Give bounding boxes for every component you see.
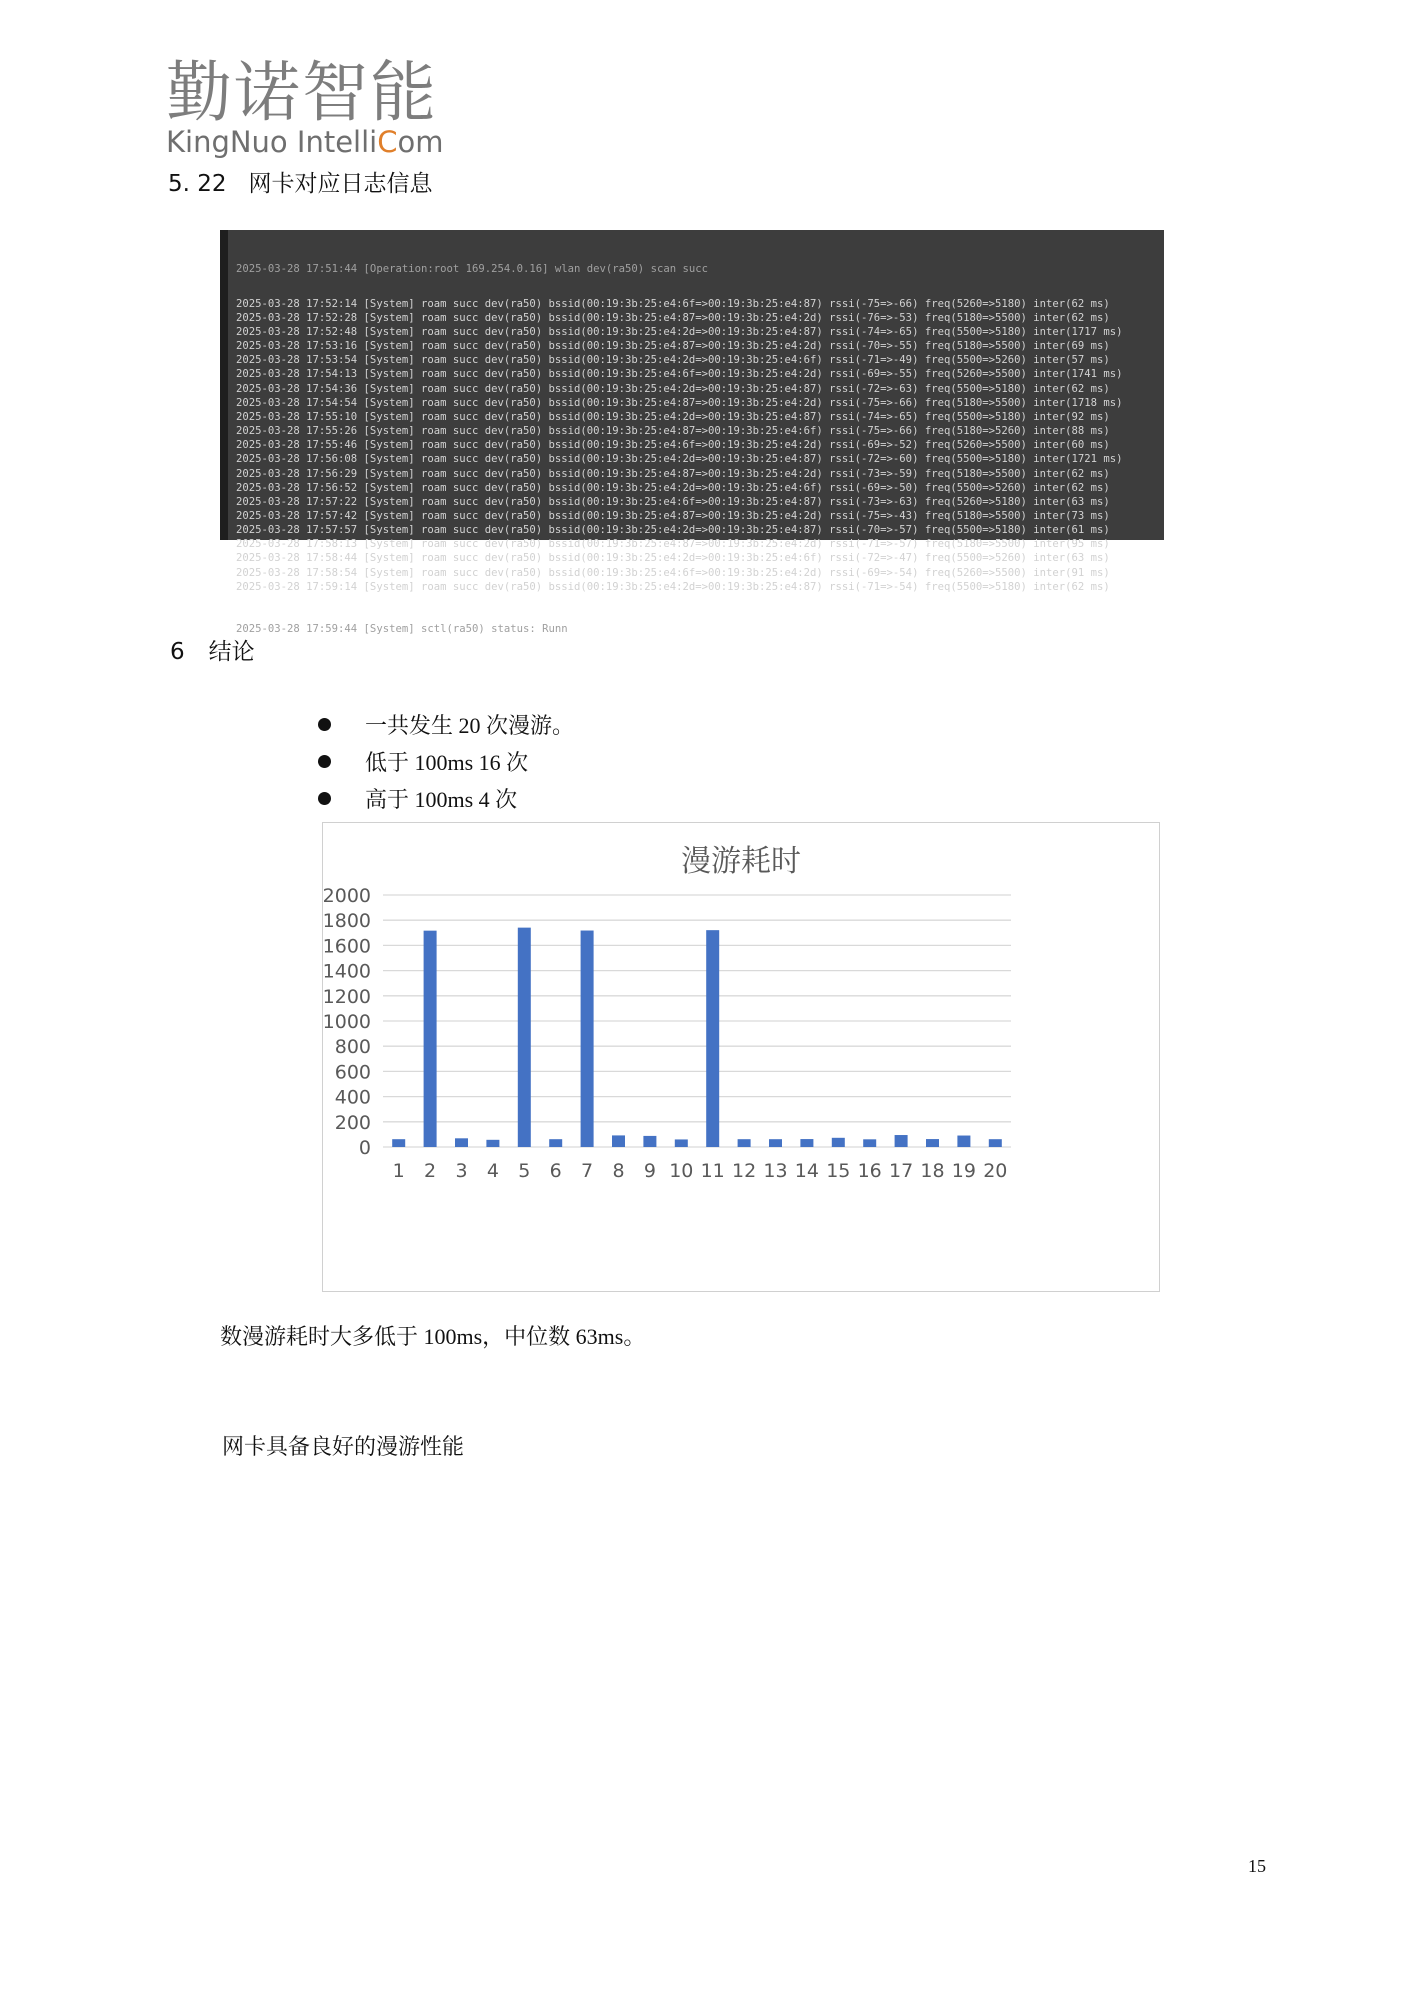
y-tick-label: 2000: [322, 885, 371, 907]
log-lines: [236, 297, 1164, 594]
conclusion-bullet-list: [318, 706, 574, 817]
chart-title: 漫游耗时: [681, 844, 801, 879]
bullet-icon: [318, 755, 331, 768]
bar: [926, 1139, 939, 1147]
bar: [455, 1138, 468, 1147]
bar: [769, 1139, 782, 1147]
bar: [392, 1139, 405, 1147]
log-line: 2025-03-28 17:52:14 [System] roam succ dev(ra50) bssid(00:19:3b:25:e4:6f=>00:19:3b:25:e4:87) rssi(-75=>-66) freq(5260=>5180) inter(62 ms): [236, 297, 1110, 310]
log-line-partial-top: 2025-03-28 17:51:44 [Operation:root 169.254.0.16] wlan dev(ra50) scan succ: [236, 263, 708, 276]
x-tick-label: 2: [424, 1160, 437, 1182]
bar: [706, 930, 719, 1147]
bar: [957, 1136, 970, 1147]
bullet-text: 低于 100ms 16 次: [365, 750, 529, 775]
roam-time-chart: [322, 822, 1160, 1292]
list-item: [318, 706, 574, 743]
log-line-partial-bottom: 2025-03-28 17:59:44 [System] sctl(ra50) status: Runn: [236, 623, 568, 636]
log-line: 2025-03-28 17:56:29 [System] roam succ dev(ra50) bssid(00:19:3b:25:e4:87=>00:19:3b:25:e4:2d) rssi(-73=>-59) freq(5180=>5500) inter(62 ms): [236, 467, 1110, 480]
bullet-text: 一共发生 20 次漫游。: [365, 713, 575, 738]
y-tick-label: 600: [334, 1061, 371, 1084]
bar: [612, 1135, 625, 1147]
log-screenshot: [220, 230, 1164, 636]
log-line: 2025-03-28 17:52:28 [System] roam succ dev(ra50) bssid(00:19:3b:25:e4:87=>00:19:3b:25:e4:2d) rssi(-76=>-53) freq(5180=>5500) inter(62 ms): [236, 311, 1110, 324]
logo-chinese: 勤诺智能: [166, 54, 438, 131]
log-line: 2025-03-28 17:53:54 [System] roam succ dev(ra50) bssid(00:19:3b:25:e4:2d=>00:19:3b:25:e4:6f) rssi(-71=>-49) freq(5500=>5260) inter(57 ms): [236, 354, 1110, 367]
chart-grid: [383, 895, 1011, 1147]
x-tick-label: 20: [983, 1160, 1008, 1182]
log-line: 2025-03-28 17:55:46 [System] roam succ dev(ra50) bssid(00:19:3b:25:e4:6f=>00:19:3b:25:e4:2d) rssi(-69=>-52) freq(5260=>5500) inter(60 ms): [236, 439, 1110, 452]
x-tick-label: 18: [920, 1160, 945, 1182]
bar: [738, 1139, 751, 1147]
bullet-icon: [318, 718, 331, 731]
logo-english-part-b: om: [397, 125, 444, 159]
x-tick-label: 7: [581, 1160, 594, 1182]
summary-paragraph: 数漫游耗时大多低于 100ms，中位数 63ms。: [220, 1324, 646, 1349]
x-tick-label: 6: [549, 1160, 562, 1182]
x-tick-label: 10: [669, 1160, 694, 1182]
y-tick-label: 1800: [322, 910, 371, 933]
log-line: 2025-03-28 17:54:54 [System] roam succ dev(ra50) bssid(00:19:3b:25:e4:87=>00:19:3b:25:e4:2d) rssi(-75=>-66) freq(5180=>5500) inter(1718 ms): [236, 396, 1123, 409]
log-line: 2025-03-28 17:54:36 [System] roam succ dev(ra50) bssid(00:19:3b:25:e4:2d=>00:19:3b:25:e4:87) rssi(-72=>-63) freq(5500=>5180) inter(62 ms): [236, 382, 1110, 395]
section-title: 结论: [208, 639, 255, 665]
list-item: [318, 780, 574, 817]
log-line: 2025-03-28 17:56:52 [System] roam succ dev(ra50) bssid(00:19:3b:25:e4:2d=>00:19:3b:25:e4:6f) rssi(-69=>-50) freq(5500=>5260) inter(62 ms): [236, 481, 1110, 494]
bar: [895, 1135, 908, 1147]
page-number: 15: [1248, 1856, 1266, 1876]
bar: [675, 1139, 688, 1147]
x-tick-label: 3: [455, 1160, 468, 1182]
chart-bars: [392, 928, 1002, 1147]
x-tick-label: 4: [486, 1160, 499, 1182]
logo-english-part-a: KingNuo Intelli: [166, 125, 378, 159]
x-axis-ticks: [393, 1160, 1008, 1182]
bar: [863, 1139, 876, 1147]
x-tick-label: 8: [612, 1160, 625, 1182]
bar: [581, 931, 594, 1147]
log-line: 2025-03-28 17:57:57 [System] roam succ dev(ra50) bssid(00:19:3b:25:e4:2d=>00:19:3b:25:e4:87) rssi(-70=>-57) freq(5500=>5180) inter(61 ms): [236, 524, 1110, 537]
y-tick-label: 1000: [322, 1011, 371, 1033]
bar: [800, 1139, 813, 1147]
y-tick-label: 400: [334, 1086, 371, 1109]
log-line: 2025-03-28 17:53:16 [System] roam succ dev(ra50) bssid(00:19:3b:25:e4:87=>00:19:3b:25:e4:2d) rssi(-70=>-55) freq(5180=>5500) inter(69 ms): [236, 340, 1110, 353]
section-number: 5. 22: [168, 171, 227, 197]
y-tick-label: 200: [334, 1111, 371, 1134]
y-axis-ticks: [323, 885, 371, 1159]
log-line: 2025-03-28 17:57:22 [System] roam succ dev(ra50) bssid(00:19:3b:25:e4:6f=>00:19:3b:25:e4:87) rssi(-73=>-63) freq(5260=>5180) inter(63 ms): [236, 495, 1110, 508]
section-heading-6: [170, 633, 255, 666]
y-tick-label: 800: [334, 1036, 371, 1059]
bar: [643, 1136, 656, 1147]
x-tick-label: 1: [392, 1160, 405, 1182]
x-tick-label: 17: [889, 1160, 914, 1182]
bar-chart-svg: [323, 823, 1159, 1291]
x-tick-label: 13: [763, 1160, 788, 1182]
section-title: 网卡对应日志信息: [248, 171, 433, 197]
log-line: 2025-03-28 17:58:44 [System] roam succ dev(ra50) bssid(00:19:3b:25:e4:2d=>00:19:3b:25:e4:6f) rssi(-72=>-47) freq(5500=>5260) inter(63 ms): [236, 552, 1110, 565]
y-tick-label: 1200: [322, 985, 371, 1008]
logo-english: [166, 125, 444, 159]
x-tick-label: 9: [643, 1160, 656, 1182]
bar: [832, 1138, 845, 1147]
conclusion-paragraph: 网卡具备良好的漫游性能: [222, 1435, 465, 1460]
x-tick-label: 15: [826, 1160, 851, 1182]
y-tick-label: 1400: [322, 960, 371, 983]
x-tick-label: 14: [794, 1160, 819, 1182]
log-line: 2025-03-28 17:59:14 [System] roam succ dev(ra50) bssid(00:19:3b:25:e4:2d=>00:19:3b:25:e4:87) rssi(-71=>-54) freq(5500=>5180) inter(62 ms): [236, 580, 1110, 593]
y-tick-label: 1600: [322, 935, 371, 958]
log-line: 2025-03-28 17:58:54 [System] roam succ dev(ra50) bssid(00:19:3b:25:e4:6f=>00:19:3b:25:e4:2d) rssi(-69=>-54) freq(5260=>5500) inter(91 ms): [236, 566, 1110, 579]
x-tick-label: 16: [857, 1160, 882, 1182]
x-tick-label: 19: [951, 1160, 976, 1182]
log-line: 2025-03-28 17:52:48 [System] roam succ dev(ra50) bssid(00:19:3b:25:e4:2d=>00:19:3b:25:e4:87) rssi(-74=>-65) freq(5500=>5180) inter(1717 ms): [236, 325, 1123, 338]
log-line: 2025-03-28 17:55:26 [System] roam succ dev(ra50) bssid(00:19:3b:25:e4:87=>00:19:3b:25:e4:6f) rssi(-75=>-66) freq(5180=>5260) inter(88 ms): [236, 425, 1110, 438]
log-line: 2025-03-28 17:55:10 [System] roam succ dev(ra50) bssid(00:19:3b:25:e4:2d=>00:19:3b:25:e4:87) rssi(-74=>-65) freq(5500=>5180) inter(92 ms): [236, 410, 1110, 423]
x-tick-label: 11: [700, 1160, 725, 1182]
list-item: [318, 743, 574, 780]
y-tick-label: 0: [358, 1137, 371, 1159]
bullet-text: 高于 100ms 4 次: [365, 787, 518, 812]
log-line: 2025-03-28 17:58:13 [System] roam succ dev(ra50) bssid(00:19:3b:25:e4:87=>00:19:3b:25:e4:2d) rssi(-71=>-57) freq(5180=>5500) inter(95 ms): [236, 538, 1110, 551]
log-line: 2025-03-28 17:56:08 [System] roam succ dev(ra50) bssid(00:19:3b:25:e4:2d=>00:19:3b:25:e4:87) rssi(-72=>-60) freq(5500=>5180) inter(1721 ms): [236, 453, 1123, 466]
logo-english-accent: C: [377, 125, 398, 159]
x-tick-label: 12: [732, 1160, 757, 1182]
bar: [549, 1139, 562, 1147]
section-number: 6: [170, 639, 185, 665]
log-line: 2025-03-28 17:54:13 [System] roam succ dev(ra50) bssid(00:19:3b:25:e4:6f=>00:19:3b:25:e4:2d) rssi(-69=>-55) freq(5260=>5500) inter(1741 ms): [236, 368, 1123, 381]
bar: [518, 928, 531, 1147]
bar: [989, 1139, 1002, 1147]
bar: [486, 1140, 499, 1147]
bullet-icon: [318, 792, 331, 805]
x-tick-label: 5: [518, 1160, 531, 1182]
log-line: 2025-03-28 17:57:42 [System] roam succ dev(ra50) bssid(00:19:3b:25:e4:87=>00:19:3b:25:e4:2d) rssi(-75=>-43) freq(5180=>5500) inter(73 ms): [236, 509, 1110, 522]
section-heading-5-22: [168, 165, 433, 198]
bar: [424, 931, 437, 1147]
